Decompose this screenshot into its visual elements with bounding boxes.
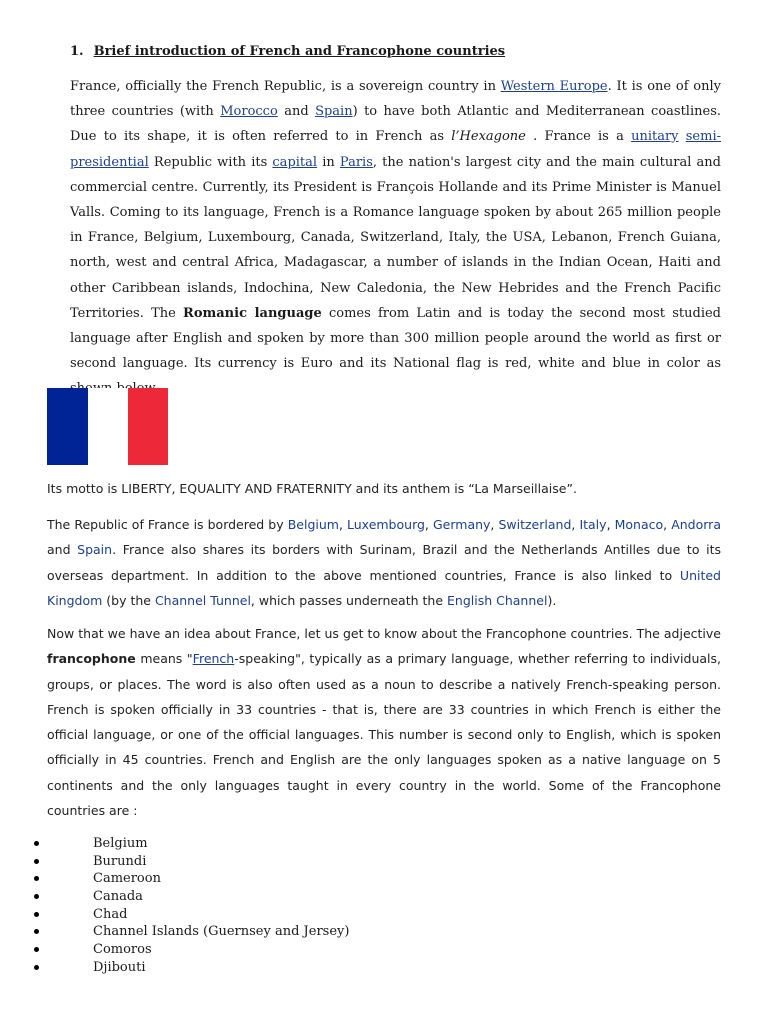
list-item-label: Channel Islands (Guernsey and Jersey) <box>93 924 350 940</box>
text-run: , <box>490 517 499 532</box>
text-run: -speaking", typically as a primary language, whether referring to individuals, groups, or places. The word is also often used as a noun to describe a natively French-speaking person. French is spoken officially in 33 countries - that is, there are 33 countries in which French is either the official language, or one of the official languages. This number is second only to English, which is spoken officially in 45 countries. French and English are the only languages spoken as a native language on 5 continents and the only languages taught in every country in the world. Some of the Francophone countries are : <box>47 651 721 819</box>
link-morocco[interactable]: Morocco <box>220 104 278 120</box>
text-run: and <box>277 104 316 120</box>
link-channel-tunnel[interactable]: Channel Tunnel <box>154 592 251 608</box>
list-item-label: Canada <box>93 889 143 905</box>
bullet-icon <box>34 912 39 917</box>
francophone-paragraph <box>47 621 721 823</box>
french-flag-image <box>47 388 168 465</box>
text-run: , <box>663 517 672 532</box>
bullet-icon <box>34 929 39 934</box>
text-run: , the nation's largest city and the main cultural and commercial centre. Currently, its President is François Hollande and its Prime Minister is Manuel Valls. Coming to its language, French is a Romance language spoken by about 265 million people in France, Belgium, Luxembourg, Canada, Switzerland, Italy, the USA, Lebanon, French Guiana, north, west and central Africa, Madagascar, a number of islands in the Indian Ocean, Haiti and other Caribbean islands, Indochina, New Caledonia, the New Hebrides and the French Pacific Territories. The <box>70 154 722 321</box>
text-run: . France also shares its borders with Surinam, Brazil and the Netherlands Antilles due to its overseas department. In addition to the above mentioned countries, France is also linked to <box>47 542 721 583</box>
text-run: , <box>424 517 433 532</box>
bullet-icon <box>34 841 39 846</box>
list-item-label: Cameroon <box>93 871 161 887</box>
flag-blue-stripe <box>47 388 88 465</box>
link-paris[interactable]: Paris <box>339 154 373 170</box>
heading-number: 1. <box>70 44 84 59</box>
bullet-icon <box>34 876 39 881</box>
list-item-label: Djibouti <box>93 959 146 975</box>
text-run: . France is a <box>525 129 632 145</box>
country-luxembourg[interactable]: Luxembourg <box>347 517 425 532</box>
text-run: ). <box>547 592 557 608</box>
hexagone-italic: l’Hexagone <box>451 129 526 145</box>
text-run: , which passes underneath the <box>250 592 447 608</box>
list-item-label: Burundi <box>93 853 147 869</box>
text-run: means " <box>135 651 193 667</box>
link-spain[interactable]: Spain <box>315 104 353 120</box>
link-capital[interactable]: capital <box>272 154 318 170</box>
romanic-language-bold: Romanic language <box>183 305 322 321</box>
text-run: , <box>606 517 615 532</box>
country-united-kingdom[interactable]: United Kingdom <box>47 567 721 608</box>
country-spain[interactable]: Spain <box>77 542 113 558</box>
country-monaco[interactable]: Monaco <box>614 517 664 532</box>
bullet-icon <box>34 947 39 952</box>
country-belgium[interactable]: Belgium <box>287 517 339 532</box>
text-run: , <box>571 517 580 532</box>
text-run: (by the <box>102 592 155 608</box>
flag-red-stripe <box>128 388 168 465</box>
list-item-label: Comoros <box>93 942 152 958</box>
motto-line: Its motto is LIBERTY, EQUALITY AND FRATERNITY and its anthem is “La Marseillaise”. <box>47 481 577 496</box>
country-andorra[interactable]: Andorra <box>671 517 721 532</box>
text-run: and <box>47 542 78 558</box>
list-item-label: Chad <box>93 906 128 922</box>
link-western-europe[interactable]: Western Europe <box>500 79 608 94</box>
intro-paragraph <box>70 74 721 402</box>
text-run: in <box>317 154 340 170</box>
country-switzerland[interactable]: Switzerland <box>498 517 572 532</box>
text-run: , <box>338 517 348 532</box>
link-french[interactable]: French <box>192 651 235 667</box>
text-run <box>679 129 686 144</box>
text-run: . It is one of only three countries (with <box>70 79 721 120</box>
country-germany[interactable]: Germany <box>432 517 491 532</box>
link-semi-presidential[interactable]: semi-presidential <box>70 129 721 170</box>
borders-paragraph <box>47 512 721 613</box>
link-unitary[interactable]: unitary <box>631 129 679 145</box>
bullet-icon <box>34 894 39 899</box>
bullet-icon <box>34 965 39 970</box>
bullet-icon <box>34 859 39 864</box>
list-item-label: Belgium <box>93 836 148 851</box>
text-run: The Republic of France is bordered by <box>47 517 288 532</box>
text-run: Republic with its <box>148 154 273 170</box>
text-run: Now that we have an idea about France, let us get to know about the Francophone countries. The adjective <box>47 626 721 641</box>
flag-white-stripe <box>88 388 128 465</box>
link-english-channel[interactable]: English Channel <box>447 592 548 608</box>
country-italy[interactable]: Italy <box>579 517 607 532</box>
text-run: ) to have both Atlantic and Mediterranean coastlines. Due to its shape, it is often referred to in French as <box>70 104 721 145</box>
text-run: France, officially the French Republic, is a sovereign country in <box>70 79 501 94</box>
section-heading <box>70 44 505 59</box>
francophone-bold: francophone <box>47 651 136 667</box>
heading-title: Brief introduction of French and Francophone countries <box>93 44 506 59</box>
text-run: comes from Latin and is today the second most studied language after English and spoken by more than 300 million people around the world as first or second language. Its currency is Euro and its National flag is red, white and blue in color as <box>70 305 722 372</box>
